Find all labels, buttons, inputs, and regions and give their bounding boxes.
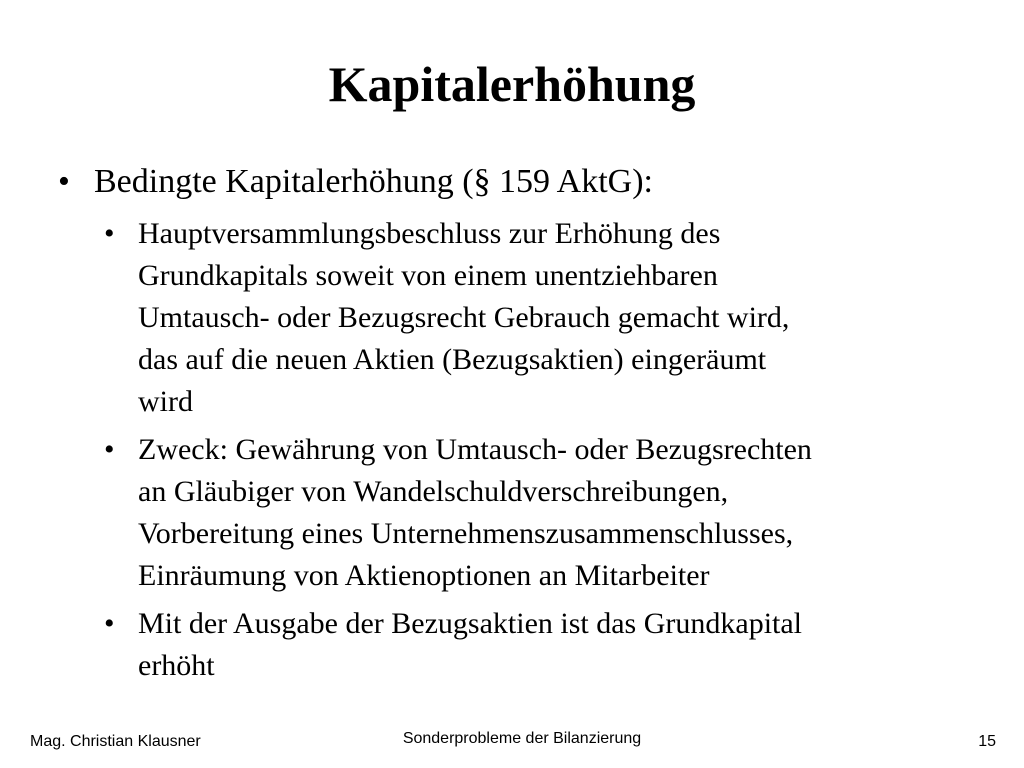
text-line: Umtausch- oder Bezugsrecht Gebrauch gemacht wird, [138,301,790,334]
text-line: wird [138,385,193,418]
bullet-marker: • [104,607,115,640]
text-line: erhöht [138,649,215,682]
bullet-marker: • [104,217,115,250]
sub-bullet-purpose [104,429,984,597]
bullet-marker: • [58,163,70,200]
footer-author: Mag. Christian Klausner [30,733,201,750]
text-line: Mit der Ausgabe der Bezugsaktien ist das Grundkapital [138,607,803,640]
text-line: das auf die neuen Aktien (Bezugsaktien) eingeräumt [138,343,767,376]
sub-bullet-issuance [104,603,984,687]
slide-title: Kapitalerhöhung [328,56,696,112]
sub-bullet-list [104,213,984,693]
main-bullet-text: Bedingte Kapitalerhöhung (§ 159 AktG): [94,163,654,200]
page-number: 15 [978,733,996,750]
sub-bullet-resolution [104,213,984,423]
text-line: Einräumung von Aktienoptionen an Mitarbeiter [138,559,710,592]
text-line: Hauptversammlungsbeschluss zur Erhöhung des [138,217,721,250]
bullet-marker: • [104,433,115,466]
text-line: Zweck: Gewährung von Umtausch- oder Bezugsrechten [138,433,812,466]
text-line: Vorbereitung eines Unternehmenszusammenschlusses, [138,517,794,550]
text-line: Grundkapitals soweit von einem unentziehbaren [138,259,718,292]
footer-topic: Sonderprobleme der Bilanzierung [402,730,642,747]
text-line: an Gläubiger von Wandelschuldverschreibungen, [138,475,729,508]
